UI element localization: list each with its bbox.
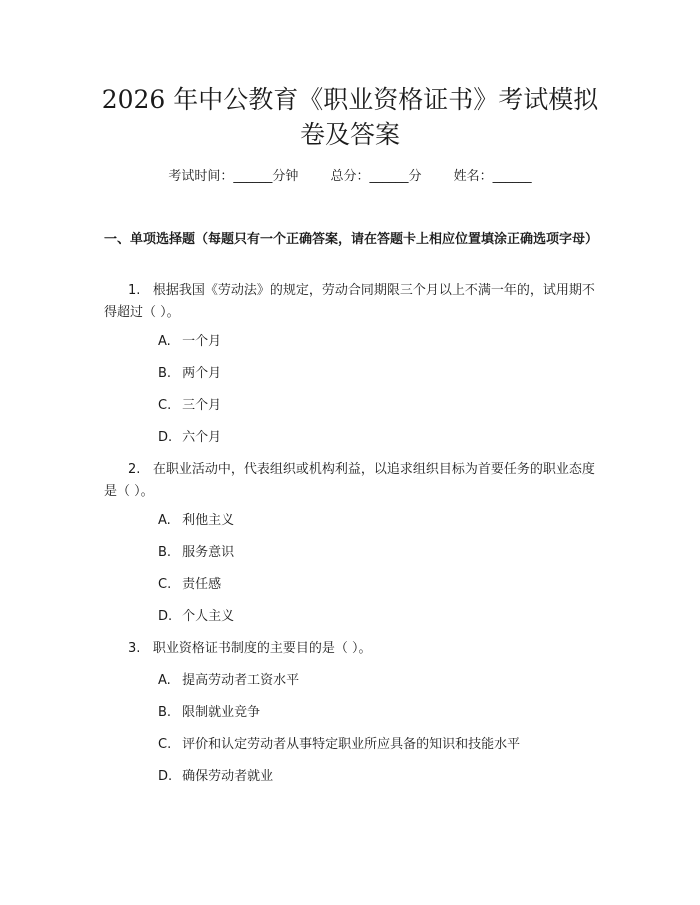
- option-3-a: [158, 672, 598, 690]
- option-letter: A.: [158, 334, 171, 349]
- option-3-d: [158, 768, 598, 786]
- question-number: 2.: [128, 462, 141, 477]
- option-text: 两个月: [182, 366, 222, 381]
- option-letter: D.: [158, 769, 173, 784]
- question-number: 3.: [128, 641, 141, 656]
- question-3: [104, 638, 604, 660]
- option-letter: C.: [158, 398, 172, 413]
- option-1-c: [158, 397, 598, 415]
- option-1-a: [158, 333, 598, 351]
- option-text: 一个月: [182, 334, 222, 349]
- option-text: 六个月: [182, 430, 222, 445]
- option-2-c: [158, 576, 598, 594]
- option-text: 三个月: [182, 398, 222, 413]
- option-2-d: [158, 608, 598, 626]
- option-text: 确保劳动者就业: [182, 769, 274, 784]
- question-text: 根据我国《劳动法》的规定，劳动合同期限三个月以上不满一年的，试用期不得超过（ ）。: [104, 283, 595, 320]
- option-letter: B.: [158, 366, 172, 381]
- exam-time-field: 考试时间：______分钟: [168, 169, 299, 184]
- option-text: 服务意识: [182, 545, 235, 560]
- question-text: 在职业活动中，代表组织或机构利益，以追求组织目标为首要任务的职业态度是（ ）。: [104, 462, 595, 499]
- section-heading: 一、单项选择题（每题只有一个正确答案，请在答题卡上相应位置填涂正确选项字母）: [104, 232, 599, 247]
- option-text: 提高劳动者工资水平: [182, 673, 300, 688]
- option-letter: D.: [158, 609, 173, 624]
- question-2: [104, 459, 604, 503]
- question-number: 1.: [128, 283, 141, 298]
- option-letter: C.: [158, 577, 172, 592]
- question-text: 职业资格证书制度的主要目的是（ ）。: [152, 641, 372, 656]
- question-1: [104, 280, 604, 324]
- page-title: [90, 82, 610, 152]
- option-2-a: [158, 512, 598, 530]
- option-3-b: [158, 704, 598, 722]
- option-1-d: [158, 429, 598, 447]
- option-letter: B.: [158, 705, 172, 720]
- option-2-b: [158, 544, 598, 562]
- option-text: 限制就业竞争: [182, 705, 261, 720]
- option-text: 评价和认定劳动者从事特定职业所应具备的知识和技能水平: [182, 737, 521, 752]
- option-letter: D.: [158, 430, 173, 445]
- page-title-line-2: 卷及答案: [299, 120, 400, 149]
- name-field: 姓名：______: [453, 169, 532, 184]
- option-letter: A.: [158, 673, 171, 688]
- page-title-line-1: 2026 年中公教育《职业资格证书》考试模拟: [101, 85, 599, 114]
- total-score-field: 总分：______分: [330, 169, 422, 184]
- option-letter: C.: [158, 737, 172, 752]
- option-text: 利他主义: [182, 513, 235, 528]
- option-letter: A.: [158, 513, 171, 528]
- option-1-b: [158, 365, 598, 383]
- option-letter: B.: [158, 545, 172, 560]
- option-text: 个人主义: [182, 609, 235, 624]
- option-text: 责任感: [182, 577, 222, 592]
- option-3-c: [158, 736, 598, 754]
- exam-meta: [0, 168, 700, 186]
